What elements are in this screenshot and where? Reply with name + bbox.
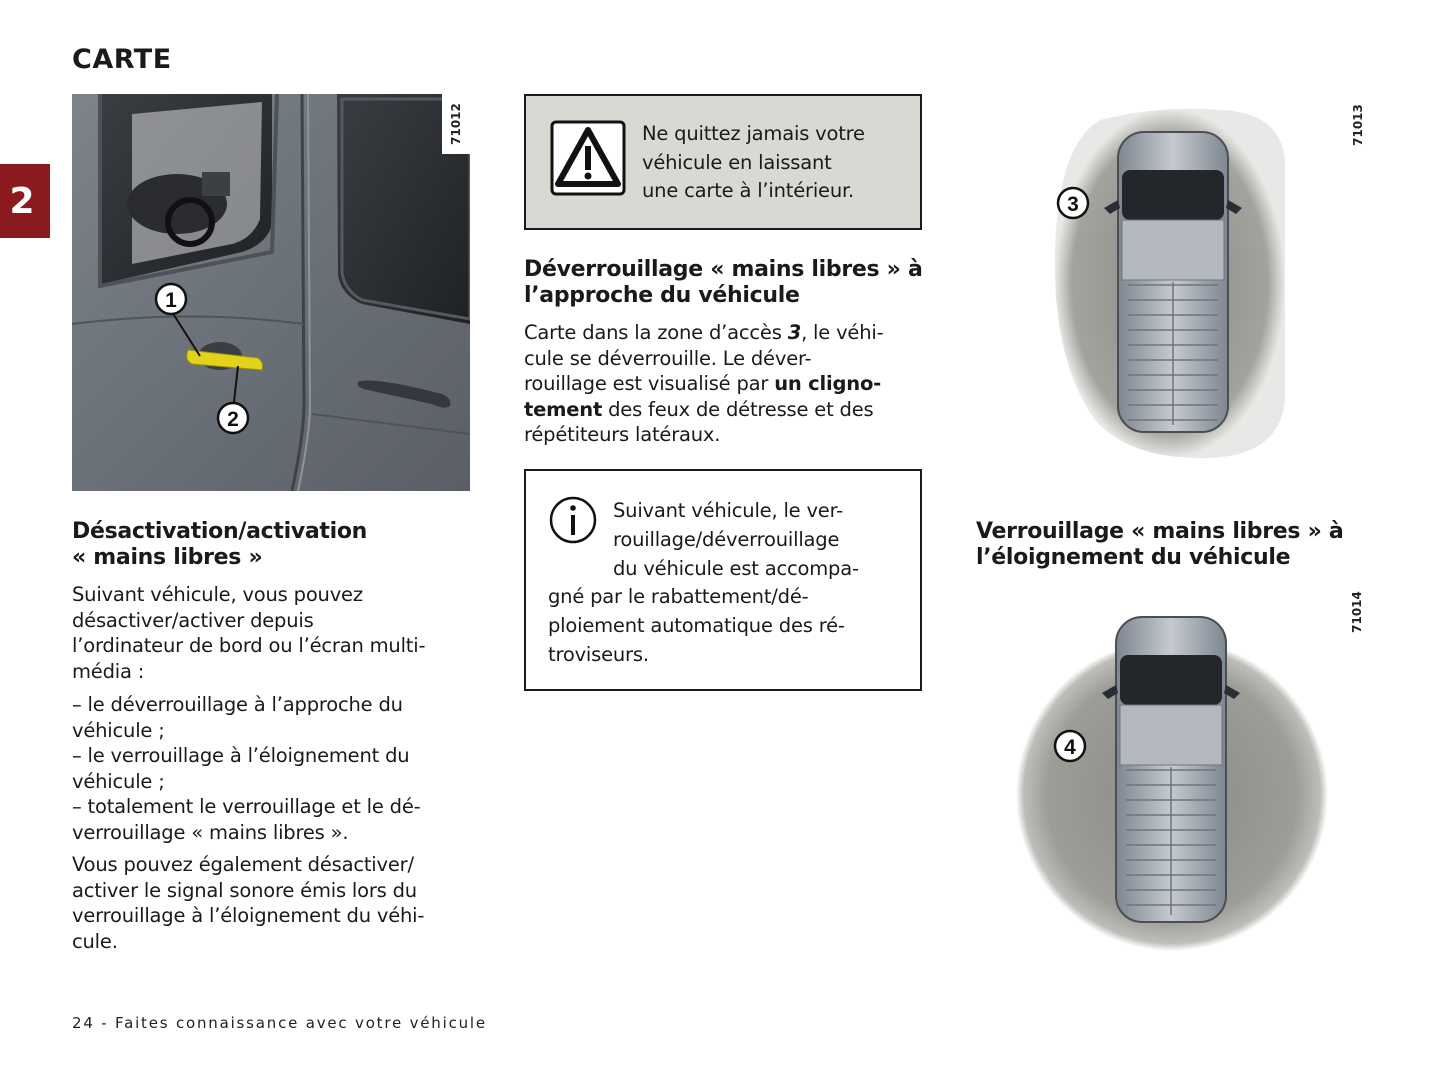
- info-text-indented: Suivant véhicule, le ver- rouillage/déverrouillage du véhicule est accompa-: [613, 499, 859, 580]
- info-box: [524, 469, 922, 691]
- info-text-full: gné par le rabattement/dé- ploiement automatique des ré- troviseurs.: [548, 585, 845, 666]
- figure-code: 71014: [1350, 591, 1364, 633]
- figure-code: 71012: [449, 103, 463, 145]
- disable-intro: Suivant véhicule, vous pouvez désactiver/activer depuis l’ordinateur de bord ou l’écran multi- média :: [72, 583, 426, 683]
- section-heading-disable: Désactivation/activation « mains libres »: [72, 519, 368, 570]
- section-heading-lock: Verrouillage « mains libres » à l’éloignement du véhicule: [976, 519, 1344, 570]
- figure-code: 71013: [1351, 104, 1365, 146]
- svg-text:4: 4: [1064, 736, 1076, 759]
- warning-icon: [550, 120, 626, 196]
- list-item: – le verrouillage à l’éloignement du véhicule ;: [72, 744, 410, 793]
- chapter-tab: 2: [0, 164, 50, 238]
- list-item: – le déverrouillage à l’approche du véhicule ;: [72, 693, 403, 742]
- door-handle-figure: [72, 94, 470, 491]
- van-approach-figure: [1040, 100, 1380, 470]
- svg-text:2: 2: [227, 408, 239, 431]
- van-leave-figure: [1010, 585, 1380, 955]
- disable-closing: Vous pouvez également désactiver/ activer le signal sonore émis lors du verrouillage à l’éloignement du véhi- cule.: [72, 853, 425, 953]
- disable-options-list: [72, 692, 492, 845]
- unlock-description: Carte dans la zone d’accès 3, le véhi- cule se déverrouille. Le déver- rouillage est visualisé par un cligno- tement des feux de détresse et des répétiteurs latéraux.: [524, 321, 884, 446]
- door-handle-illustration: [72, 94, 470, 491]
- callout-2: [218, 403, 248, 433]
- list-item: – totalement le verrouillage et le dé- verrouillage « mains libres ».: [72, 795, 421, 844]
- section-heading-unlock: Déverrouillage « mains libres » à l’approche du véhicule: [524, 257, 923, 308]
- callout-1: [156, 284, 186, 314]
- warning-box: [524, 94, 922, 230]
- page-title: CARTE: [72, 44, 172, 75]
- svg-text:1: 1: [165, 289, 177, 312]
- callout-4: [1055, 731, 1085, 761]
- warning-text: Ne quittez jamais votre véhicule en laissant une carte à l’intérieur.: [642, 122, 865, 202]
- svg-text:3: 3: [1067, 193, 1079, 216]
- van-leave-illustration: [1010, 585, 1380, 955]
- info-icon: [548, 495, 598, 545]
- page-footer: 24 - Faites connaissance avec votre véhicule: [72, 1014, 487, 1032]
- van-approach-illustration: [1040, 100, 1380, 470]
- callout-3: [1058, 188, 1088, 218]
